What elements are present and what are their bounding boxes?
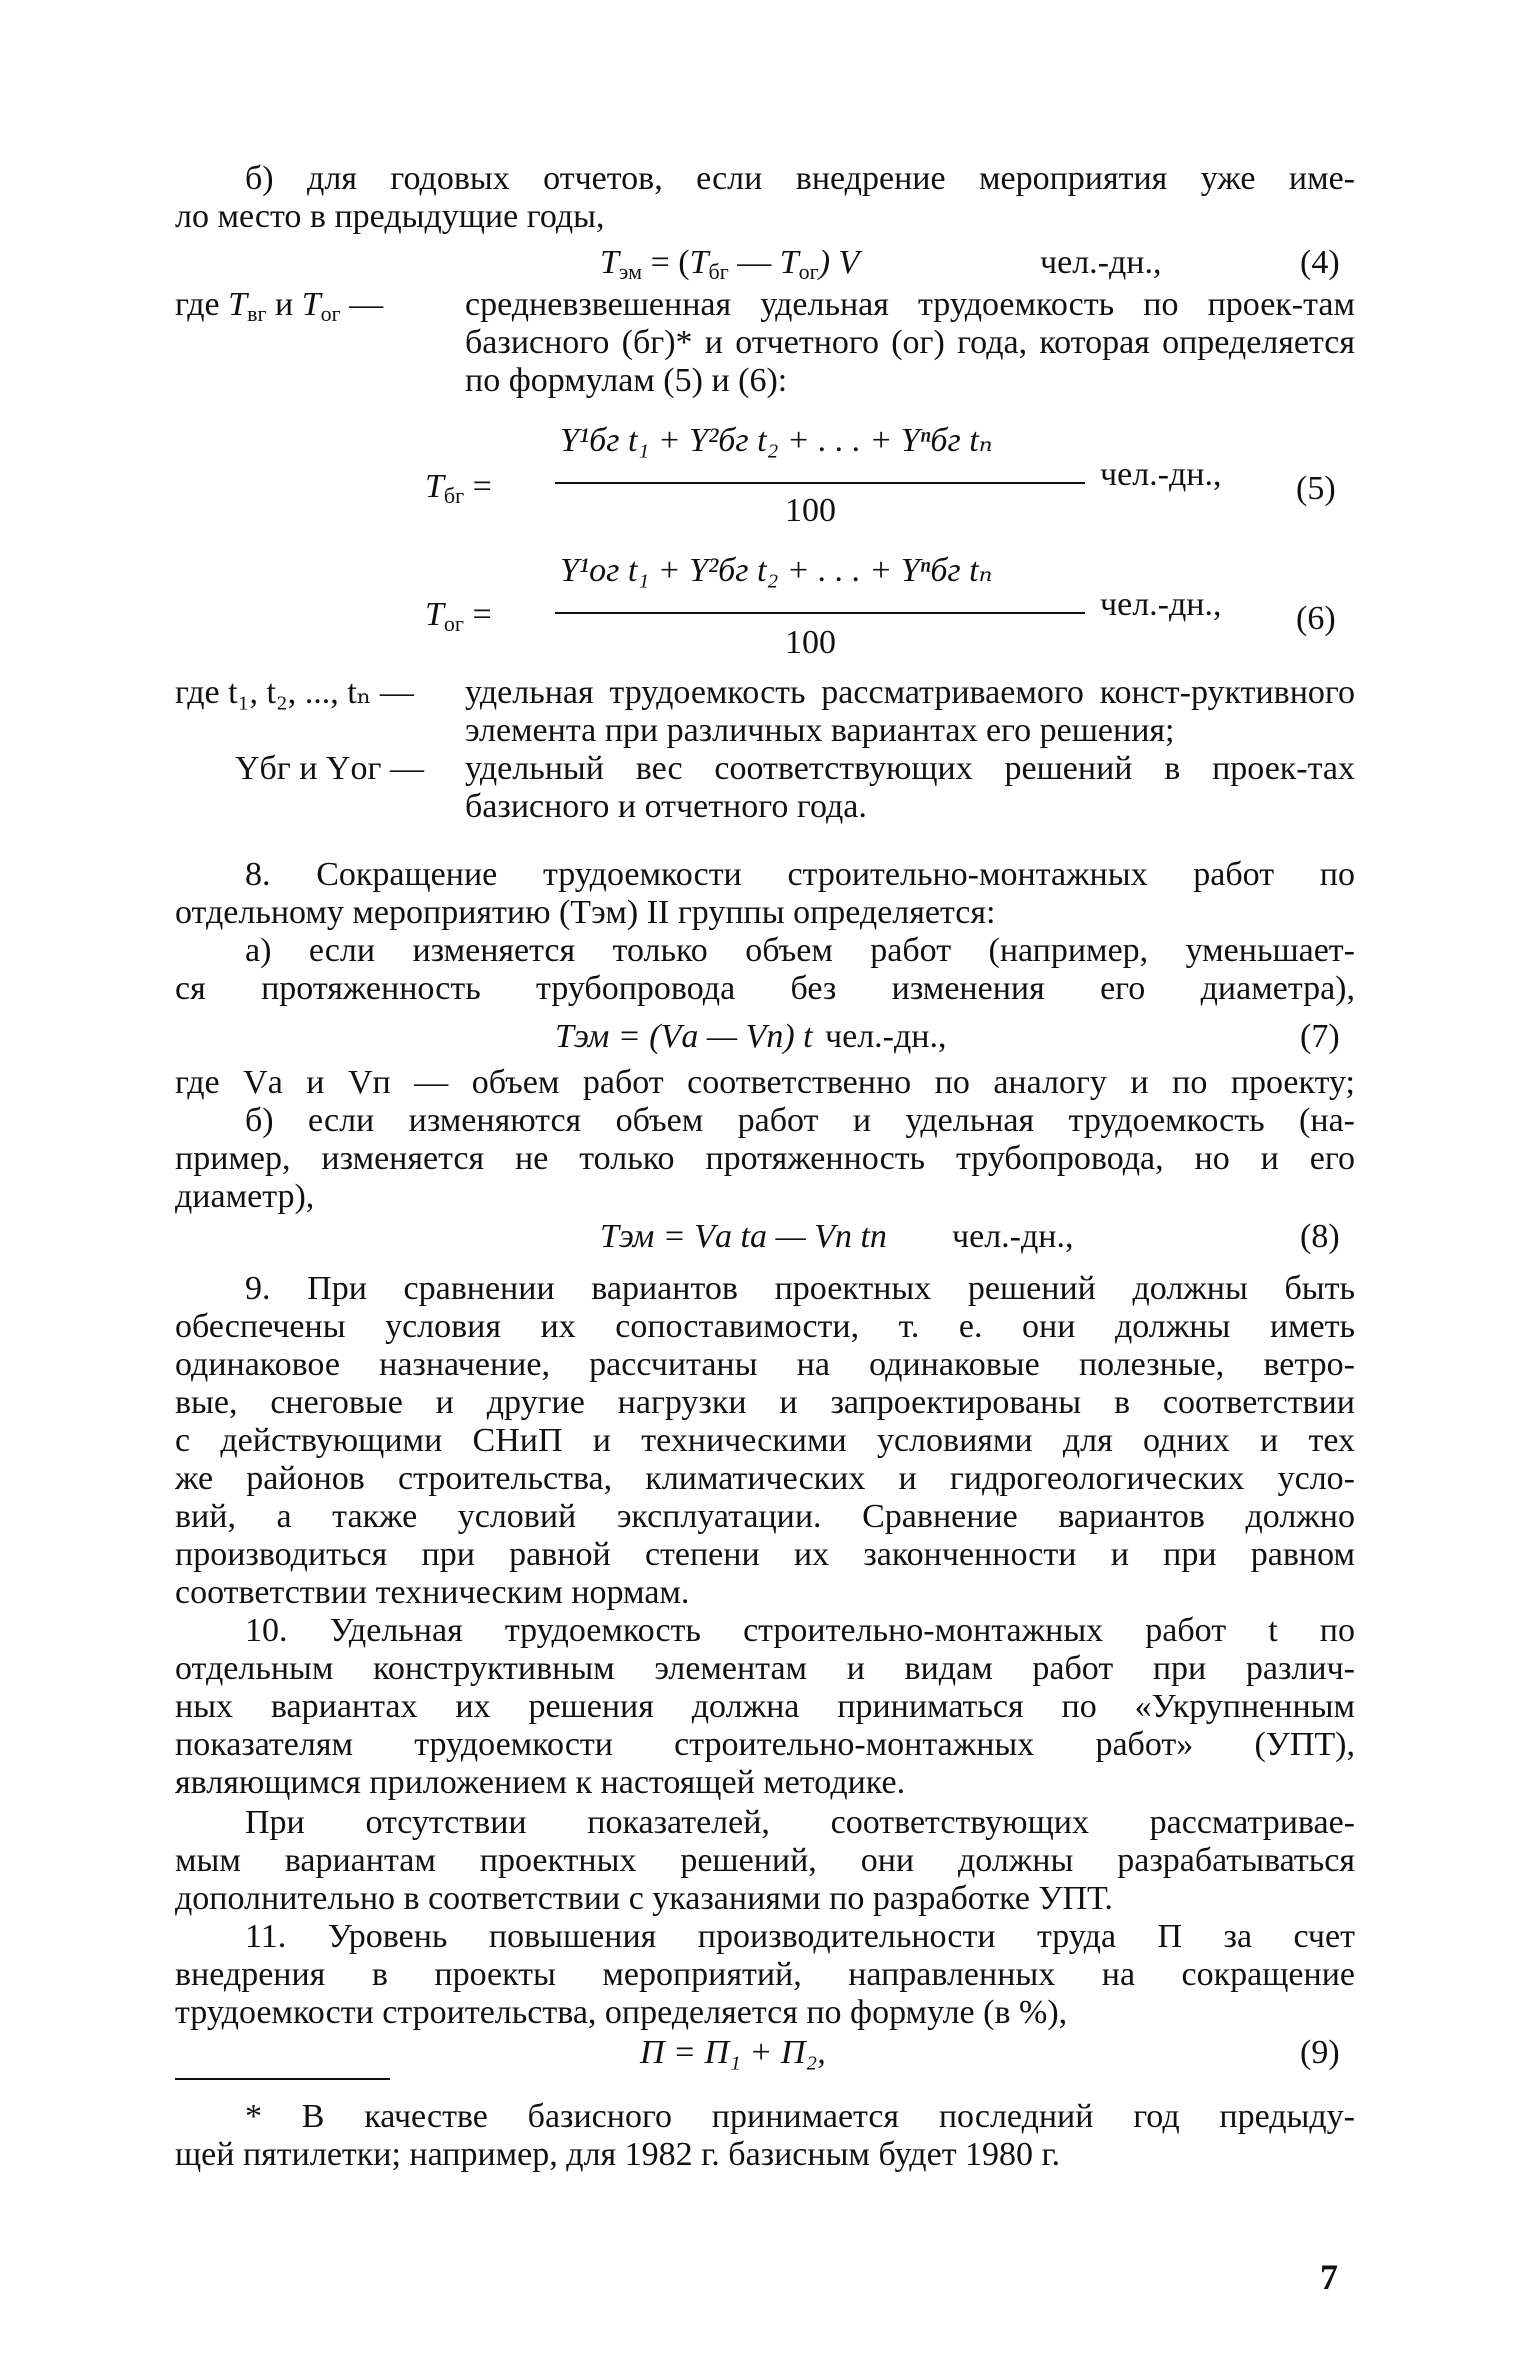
text-line: трудоемкости строительства, определяется по формуле (в %), xyxy=(175,1994,1068,2031)
formula-5-number: (5) xyxy=(1296,470,1336,507)
text-line: производиться при равной степени их законченности и при равном xyxy=(175,1536,1355,1573)
formula-9: П = П₁ + П₂, xyxy=(640,2034,826,2071)
formula-6-number: (6) xyxy=(1296,600,1336,637)
text-line: * В качестве базисного принимается последний год предыду- xyxy=(245,2098,1355,2135)
text-line: с действующими СНиП и техническими условиями для одних и тех xyxy=(175,1422,1355,1459)
text-line: вий, а также условий эксплуатации. Сравнение вариантов должно xyxy=(175,1498,1355,1535)
formula-9-number: (9) xyxy=(1300,2034,1340,2071)
formula-5-denominator: 100 xyxy=(785,492,836,529)
definition-term: где t₁, t₂, ..., tₙ — xyxy=(175,674,414,711)
text-line: 11. Уровень повышения производительности труда П за счет xyxy=(245,1918,1355,1955)
text-line: б) если изменяются объем работ и удельная трудоемкость (на- xyxy=(245,1102,1355,1139)
paragraph-8 xyxy=(175,856,1355,1008)
formula-5-numerator: Y¹бг t₁ + Y²бг t₂ + . . . + Yⁿбг tₙ xyxy=(560,422,993,459)
text-line: ло место в предыдущие годы, xyxy=(175,198,605,235)
definition-term: Yбг и Yог — xyxy=(235,750,424,787)
text-line: вые, снеговые и другие нагрузки и запроектированы в соответствии xyxy=(175,1384,1355,1421)
paragraph-10-b xyxy=(175,1804,1355,1918)
text-line: 10. Удельная трудоемкость строительно-монтажных работ t по xyxy=(245,1612,1355,1649)
text-line: При отсутствии показателей, соответствующих рассматривае- xyxy=(245,1804,1355,1841)
text-line: отдельному мероприятию (Tэм) II группы определяется: xyxy=(175,894,996,931)
paragraph-8-b xyxy=(175,1102,1355,1216)
formula-4: $T_{эм} = (T_{бг}$ — $T_{ог}$) V xyxy=(600,244,860,284)
fraction-line xyxy=(555,482,1085,484)
formula-4-number: (4) xyxy=(1300,244,1340,281)
text-line: обеспечены условия их сопоставимости, т. е. они должны иметь xyxy=(175,1308,1355,1345)
text-line: 8. Сокращение трудоемкости строительно-монтажных работ по xyxy=(245,856,1355,893)
definition-body: удельный вес соответствующих решений в проек-тах базисного и отчетного года. xyxy=(465,750,1355,825)
definition-body: средневзвешенная удельная трудоемкость по проек-там базисного (бг)* и отчетного (ог) года, которая определяется по формулам (5) и (6): xyxy=(465,286,1355,399)
footnote-divider xyxy=(175,2078,390,2080)
text-line: отдельным конструктивным элементам и видам работ при различ- xyxy=(175,1650,1355,1687)
fraction-line xyxy=(555,612,1085,614)
paragraph-11 xyxy=(175,1918,1355,2032)
definition-v xyxy=(175,1064,1355,1102)
text-line: мым вариантам проектных решений, они должны разрабатываться xyxy=(175,1842,1355,1879)
definition-term: где $T_{вг}$ и $T_{ог}$ — xyxy=(175,286,384,326)
formula-6-lhs: $T_{ог}$ = xyxy=(425,596,492,636)
text-line: ся протяженность трубопровода без изменения его диаметра), xyxy=(175,970,1355,1007)
formula-7-number: (7) xyxy=(1300,1018,1340,1055)
footnote xyxy=(175,2098,1355,2174)
text-line: щей пятилетки; например, для 1982 г. базисным будет 1980 г. xyxy=(175,2136,1061,2173)
text-line: соответствии техническим нормам. xyxy=(175,1574,690,1611)
formula-5-unit: чел.-дн., xyxy=(1100,456,1222,493)
definition-t-bg-og xyxy=(175,286,1355,400)
text-line: где Vа и Vп — объем работ соответственно по аналогу и по проекту; xyxy=(175,1064,1355,1101)
text-line: пример, изменяется не только протяженность трубопровода, но и его xyxy=(175,1140,1355,1177)
text-line: диаметр), xyxy=(175,1178,315,1215)
paragraph-10 xyxy=(175,1612,1355,1802)
paragraph-9 xyxy=(175,1270,1355,1612)
text-line: б) для годовых отчетов, если внедрение мероприятия уже име- xyxy=(245,160,1355,197)
definition-body: удельная трудоемкость рассматриваемого конст-руктивного элемента при различных вариантах его решения; xyxy=(465,674,1355,749)
formula-6-numerator: Y¹ог t₁ + Y²бг t₂ + . . . + Yⁿбг tₙ xyxy=(560,552,993,589)
text-line: внедрения в проекты мероприятий, направленных на сокращение xyxy=(175,1956,1355,1993)
text-line: а) если изменяется только объем работ (например, уменьшает- xyxy=(245,932,1355,969)
text-line: же районов строительства, климатических и гидрогеологических усло- xyxy=(175,1460,1355,1497)
formula-8-unit: чел.-дн., xyxy=(952,1218,1074,1255)
formula-8: Tэм = Vа tа — Vп tп xyxy=(600,1218,887,1255)
paragraph-b-annual xyxy=(175,160,1355,236)
text-line: дополнительно в соответствии с указаниями по разработке УПТ. xyxy=(175,1880,1113,1917)
formula-7-unit: чел.-дн., xyxy=(825,1018,947,1055)
formula-6-denominator: 100 xyxy=(785,624,836,661)
text-line: ных вариантах их решения должна приниматься по «Укрупненным xyxy=(175,1688,1355,1725)
page-number: 7 xyxy=(1320,2257,1338,2297)
text-line: являющимся приложением к настоящей методике. xyxy=(175,1764,906,1801)
formula-8-number: (8) xyxy=(1300,1218,1340,1255)
text-line: одинаковое назначение, рассчитаны на одинаковые полезные, ветро- xyxy=(175,1346,1355,1383)
formula-7: Tэм = (Vа — Vп) t xyxy=(555,1018,813,1055)
text-line: показателям трудоемкости строительно-монтажных работ» (УПТ), xyxy=(175,1726,1355,1763)
text-line: 9. При сравнении вариантов проектных решений должны быть xyxy=(245,1270,1355,1307)
definitions-t-y xyxy=(175,674,1355,826)
formula-4-unit: чел.-дн., xyxy=(1040,244,1162,281)
formula-5-lhs: $T_{бг}$ = xyxy=(425,468,492,508)
formula-6-unit: чел.-дн., xyxy=(1100,586,1222,623)
